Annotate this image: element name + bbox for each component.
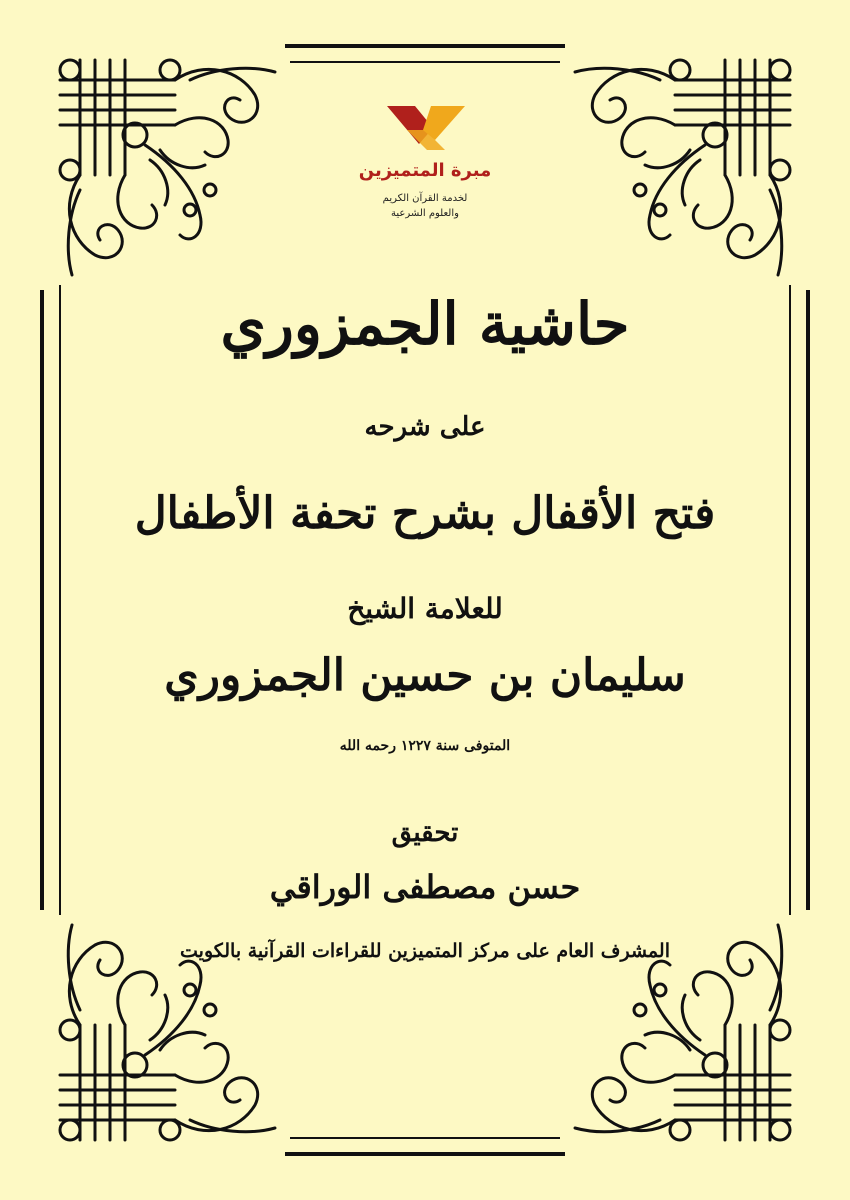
- editor-label: تحقيق: [391, 818, 459, 848]
- editor-role: المشرف العام على مركز المتميزين للقراءات القرآنية بالكويت: [180, 940, 670, 962]
- publisher-logo-icon: [385, 100, 467, 152]
- on-his-commentary: على شرحه: [364, 412, 486, 442]
- publisher-tagline-1: لخدمة القرآن الكريم: [382, 193, 468, 204]
- author-death: المتوفى سنة ١٢٢٧ رحمه الله: [339, 738, 511, 754]
- editor-name: حسن مصطفى الوراقي: [269, 868, 581, 906]
- author-intro: للعلامة الشيخ: [347, 592, 503, 625]
- commentary-title: فتح الأقفال بشرح تحفة الأطفال: [134, 488, 716, 539]
- publisher-tagline-2: والعلوم الشرعية: [391, 208, 459, 219]
- author-name: سليمان بن حسين الجمزوري: [164, 650, 686, 701]
- book-title: حاشية الجمزوري: [220, 290, 630, 358]
- publisher-name: مبرة المتميزين: [358, 160, 492, 181]
